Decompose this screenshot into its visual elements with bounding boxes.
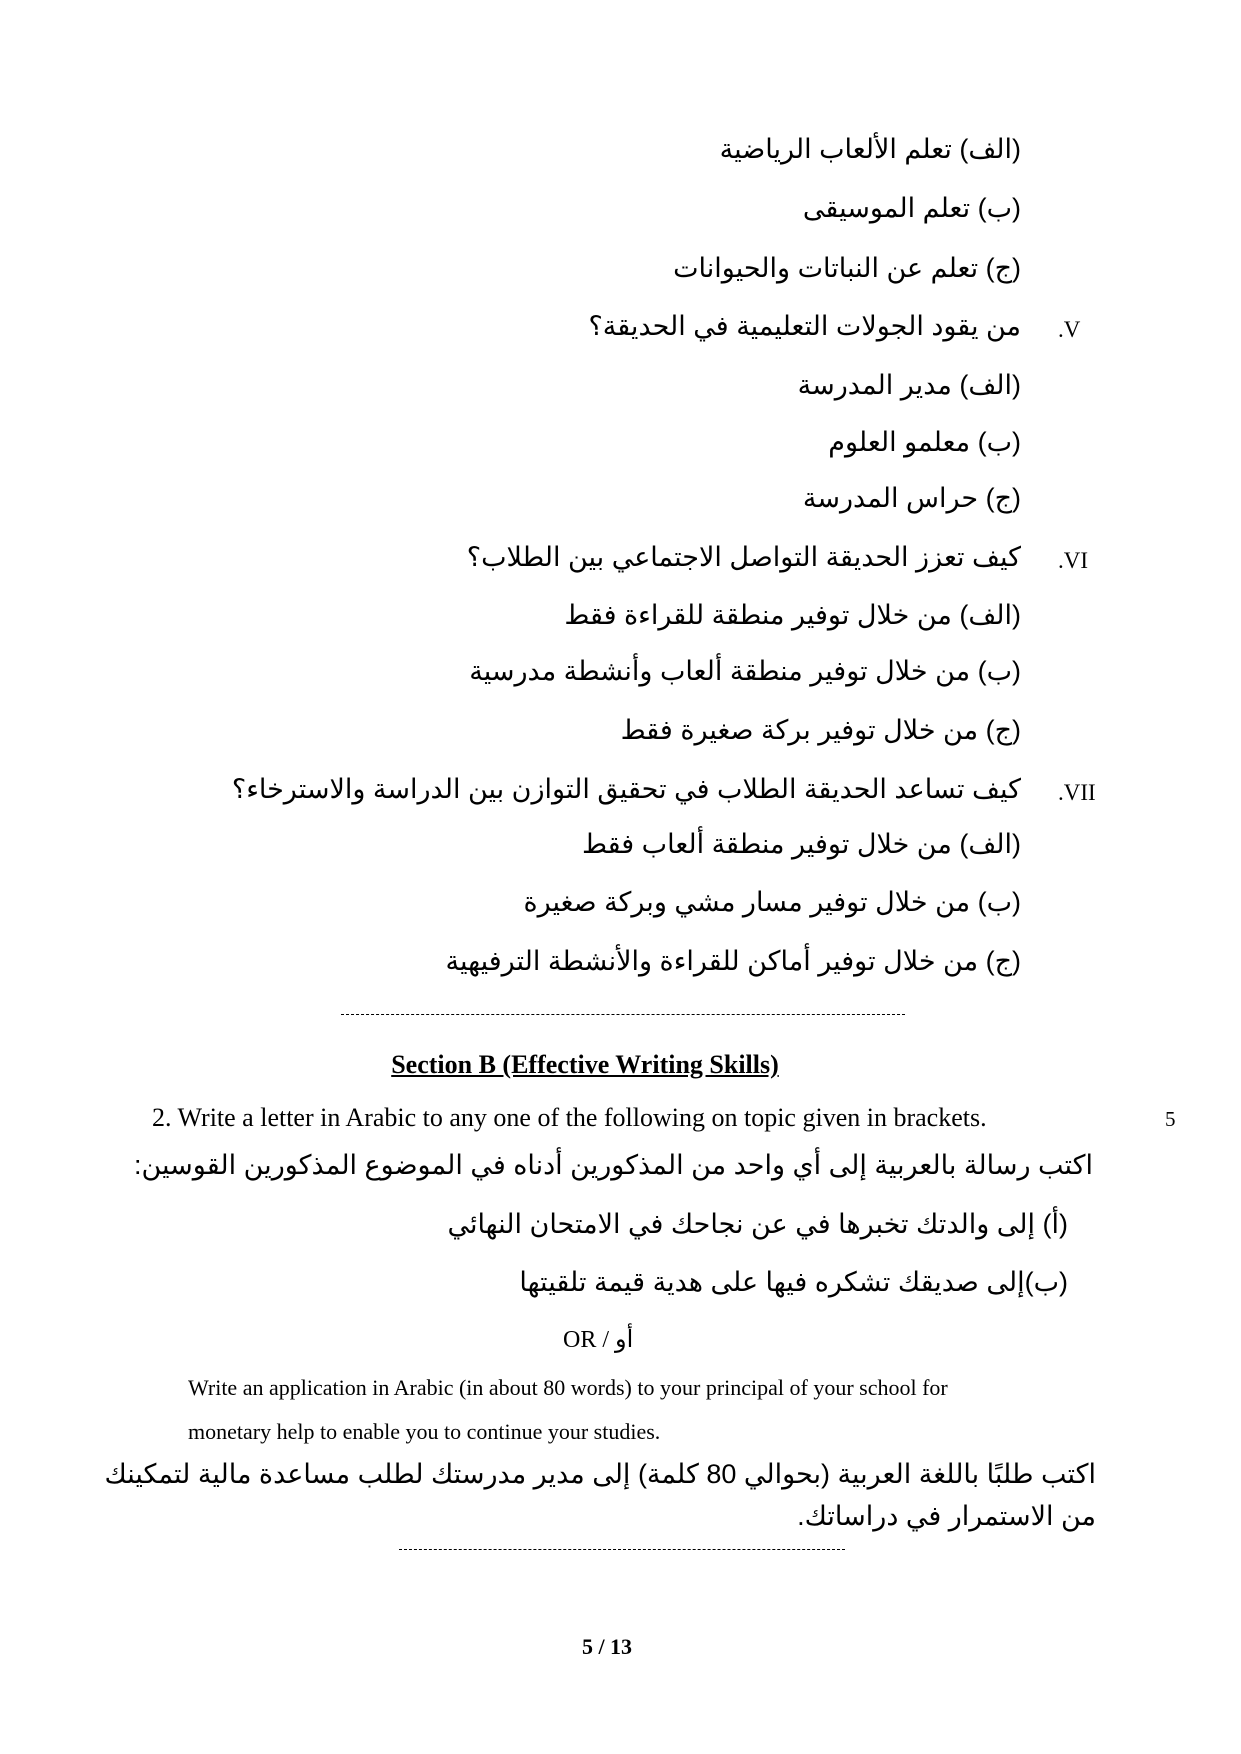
question-vi-option-a: (الف) من خلال توفير منطقة للقراءة فقط [564, 600, 1021, 630]
application-english-line-2: monetary help to enable you to continue your studies. [188, 1419, 661, 1444]
question-vii-number: .VII [1058, 780, 1096, 805]
application-arabic-line-1: اكتب طلبًا باللغة العربية (بحوالي 80 كلمة) إلى مدير مدرستك لطلب مساعدة مالية لتمكينك [104, 1459, 1096, 1489]
question-vi-text: كيف تعزز الحديقة التواصل الاجتماعي بين الطلاب؟ [466, 542, 1021, 572]
prev-option-a: (الف) تعلم الألعاب الرياضية [719, 134, 1021, 164]
prev-option-c: (ج) تعلم عن النباتات والحيوانات [673, 253, 1021, 283]
letter-choice-b: (ب)إلى صديقك تشكره فيها على هدية قيمة تلقيتها [519, 1267, 1068, 1297]
application-english-line-1: Write an application in Arabic (in about 80 words) to your principal of your school for [188, 1375, 948, 1400]
section-b-title: Section B (Effective Writing Skills) [391, 1050, 779, 1079]
question-v-text: من يقود الجولات التعليمية في الحديقة؟ [588, 311, 1021, 341]
or-label: OR / أو [563, 1327, 634, 1353]
question-2-marks: 5 [1165, 1107, 1176, 1131]
question-2-arabic: اكتب رسالة بالعربية إلى أي واحد من المذكورين أدناه في الموضوع المذكورين القوسين: [133, 1150, 1093, 1180]
question-vii-option-a: (الف) من خلال توفير منطقة ألعاب فقط [581, 829, 1021, 859]
question-vii-option-c: (ج) من خلال توفير أماكن للقراءة والأنشطة الترفيهية [445, 946, 1021, 976]
question-vi-number: .VI [1058, 548, 1089, 573]
question-vi-option-b: (ب) من خلال توفير منطقة ألعاب وأنشطة مدرسية [469, 656, 1021, 686]
question-vii-option-b: (ب) من خلال توفير مسار مشي وبركة صغيرة [523, 887, 1021, 917]
question-2-english: 2. Write a letter in Arabic to any one of the following on topic given in brackets. [152, 1103, 987, 1132]
divider-end [399, 1549, 845, 1550]
question-v-option-b: (ب) معلمو العلوم [828, 427, 1021, 457]
question-v-option-c: (ج) حراس المدرسة [802, 483, 1021, 513]
question-vii-text: كيف تساعد الحديقة الطلاب في تحقيق التوازن بين الدراسة والاسترخاء؟ [231, 774, 1021, 804]
question-v-option-a: (الف) مدير المدرسة [797, 370, 1021, 400]
divider [341, 1014, 905, 1015]
page-number: 5 / 13 [581, 1634, 633, 1659]
question-v-number: .V [1058, 317, 1081, 342]
question-vi-option-c: (ج) من خلال توفير بركة صغيرة فقط [620, 715, 1021, 745]
letter-choice-a: (أ) إلى والدتك تخبرها في عن نجاحك في الامتحان النهائي [447, 1209, 1068, 1239]
application-arabic-line-2: من الاستمرار في دراساتك. [797, 1501, 1096, 1531]
prev-option-b: (ب) تعلم الموسيقى [802, 193, 1021, 223]
